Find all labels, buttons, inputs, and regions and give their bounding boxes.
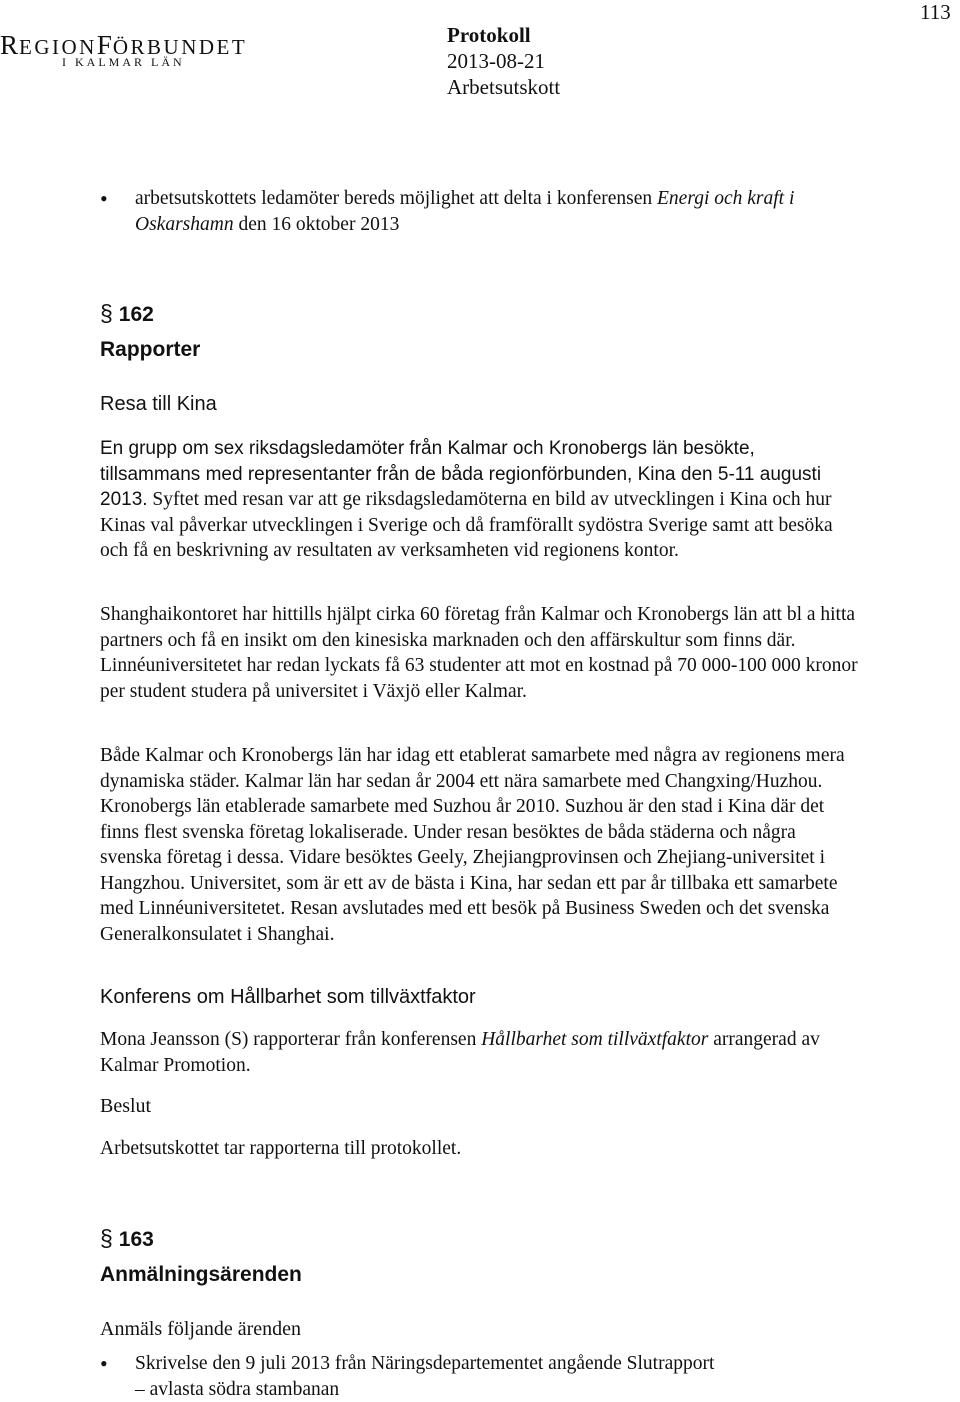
paragraph-kina-resa: En grupp om sex riksdagsledamöter från Kalmar och Kronobergs län besökte, tillsammans med representanter från de båda regionförbunden, Kina den 5-11 augusti 2013. Syftet med resan var att ge riksdagsledamöterna en bild av utvecklingen i Kina och hur Kinas val påverkar utvecklingen i Sverige och då framförallt sydöstra Sverige samt att besöka och få en beskrivning av resultaten av verksamheten vid regionens kontor. [100, 436, 860, 564]
document-header [447, 22, 560, 100]
section-title-162: Rapporter [100, 338, 200, 362]
paragraph-shanghaikontoret: Shanghaikontoret har hittills hjälpt cirka 60 företag från Kalmar och Kronobergs län att bl a hitta partners och få en insikt om den kinesiska marknaden och den affärskultur som finns där. Linnéuniversitetet har redan lyckats få 63 studenter att mot en kostnad på 70 000-100 000 kronor per student studera på universitet i Växjö eller Kalmar. [100, 602, 860, 704]
logo-letter-f: F [97, 30, 113, 60]
beslut-heading: Beslut [100, 1095, 151, 1118]
logo-text-egion: EGION [19, 35, 97, 59]
document-type: Protokoll [447, 22, 560, 48]
subheading-anmals: Anmäls följande ärenden [100, 1318, 301, 1341]
bullet-dot: • [100, 186, 108, 211]
paragraph-beslut: Arbetsutskottet tar rapporterna till protokollet. [100, 1136, 860, 1162]
anmalan-bullet-line2: – avlasta södra stambanan [135, 1377, 860, 1402]
section-title-163: Anmälningsärenden [100, 1263, 302, 1287]
subheading-konferens: Konferens om Hållbarhet som tillväxtfaktor [100, 986, 476, 1009]
section-number-162: § 162 [100, 300, 154, 327]
section-number-163: § 163 [100, 1225, 154, 1252]
committee-name: Arbetsutskott [447, 74, 560, 100]
logo-letter-r: R [0, 30, 19, 60]
paragraph-konferens: Mona Jeansson (S) rapporterar från konferensen Hållbarhet som tillväxtfaktor arrangerad av Kalmar Promotion. [100, 1027, 860, 1078]
intro-bullet-text: arbetsutskottets ledamöter bereds möjlighet att delta i konferensen Energi och kraft i Oskarshamn den 16 oktober 2013 [135, 186, 860, 237]
document-date: 2013-08-21 [447, 48, 560, 74]
subheading-resa-till-kina: Resa till Kina [100, 393, 217, 416]
page-number: 113 [920, 0, 951, 25]
logo-text-orbundet: ÖRBUNDET [113, 35, 247, 59]
paragraph-samarbete: Både Kalmar och Kronobergs län har idag ett etablerat samarbete med några av regionens mera dynamiska städer. Kalmar län har sedan år 2004 ett nära samarbete med Changxing/Huzhou. Kronobergs län etablerade samarbete med Suzhou år 2010. Suzhou är den stad i Kina där det finns flest svenska företag lokaliserade. Under resan besöktes de båda städerna och några svenska företag i dessa. Vidare besöktes Geely, Zhejiangprovinsen och Zhejiang-universitet i Hangzhou. Universitet, som är ett av de bästa i Kina, har sedan ett par år tillbaka ett samarbete med Linnéuniversitetet. Resan avslutades med ett besök på Business Sweden och det svenska Generalkonsulatet i Shanghai. [100, 743, 860, 947]
bullet-dot: • [100, 1351, 108, 1376]
anmalan-bullet-line1: Skrivelse den 9 juli 2013 från Näringsdepartementet angående Slutrapport [135, 1351, 860, 1377]
logo-subtitle: I KALMAR LÄN [62, 55, 185, 70]
